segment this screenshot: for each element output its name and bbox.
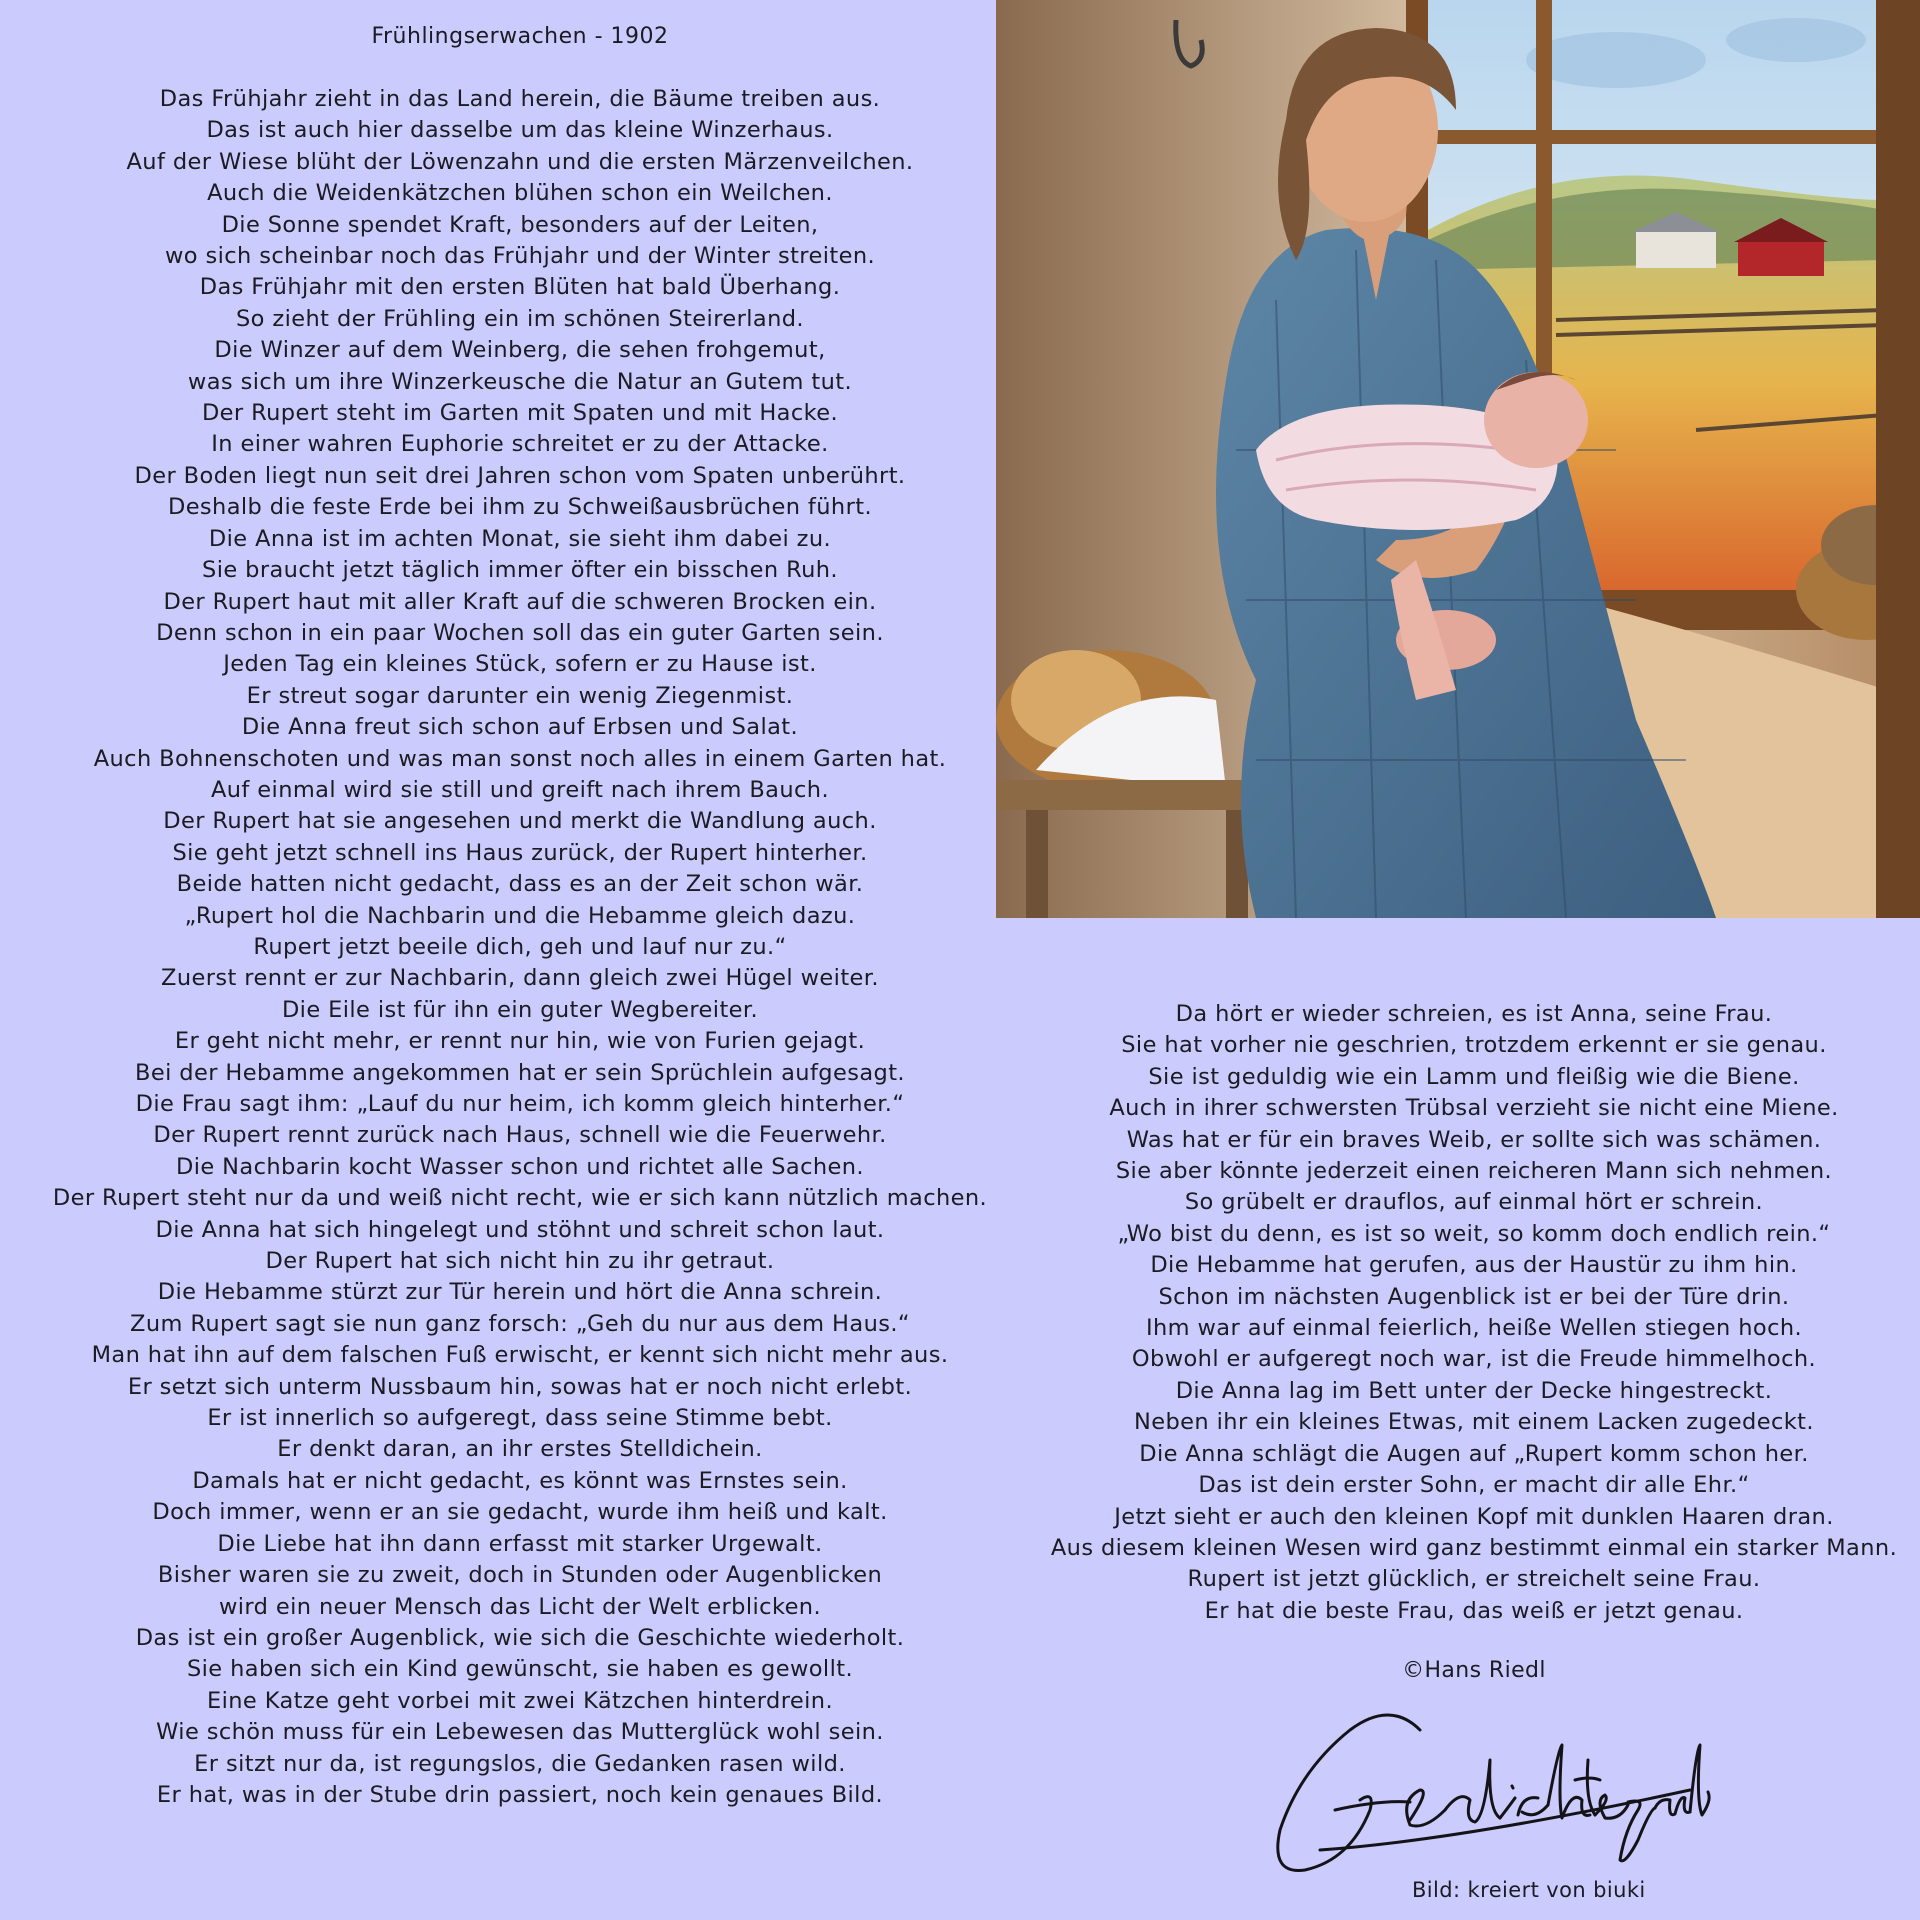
poem-left-line: Der Boden liegt nun seit drei Jahren schon vom Spaten unberührt. (134, 462, 906, 489)
poem-left-line: Sie haben sich ein Kind gewünscht, sie haben es gewollt. (186, 1656, 854, 1683)
poem-left-line: Er setzt sich unterm Nussbaum hin, sowas hat er noch nicht erlebt. (127, 1373, 913, 1400)
poem-left-line: Jeden Tag ein kleines Stück, sofern er zu Hause ist. (223, 651, 817, 678)
poem-left-line: Sie geht jetzt schnell ins Haus zurück, der Rupert hinterher. (172, 839, 868, 866)
poem-left-line: Doch immer, wenn er an sie gedacht, wurde ihm heiß und kalt. (152, 1499, 888, 1526)
poem-left-line: Die Sonne spendet Kraft, besonders auf der Leiten, (221, 211, 819, 238)
poem-right-line: Das ist dein erster Sohn, er macht dir alle Ehr.“ (1198, 1472, 1750, 1499)
poem-right-line: Die Hebamme hat gerufen, aus der Haustür zu ihm hin. (1150, 1252, 1798, 1279)
poem-left-line: Der Rupert haut mit aller Kraft auf die schweren Brocken ein. (163, 588, 877, 615)
poem-left-line: Denn schon in ein paar Wochen soll das ein guter Garten sein. (156, 619, 884, 646)
poem-left-line: Der Rupert rennt zurück nach Haus, schnell wie die Feuerwehr. (153, 1122, 887, 1149)
poem-left-line: wo sich scheinbar noch das Frühjahr und der Winter streiten. (164, 243, 876, 270)
poem-left-line: Er hat, was in der Stube drin passiert, noch kein genaues Bild. (156, 1781, 884, 1808)
poem-left-line: Das ist ein großer Augenblick, wie sich die Geschichte wiederholt. (135, 1624, 905, 1651)
poem-left-line: Die Anna ist im achten Monat, sie sieht ihm dabei zu. (208, 525, 832, 552)
poem-left-line: Die Hebamme stürzt zur Tür herein und hört die Anna schrein. (157, 1279, 883, 1306)
poem-left-line: Zuerst rennt er zur Nachbarin, dann gleich zwei Hügel weiter. (161, 965, 879, 992)
poem-left-line: Die Winzer auf dem Weinberg, die sehen frohgemut, (214, 337, 826, 364)
poem-left-line: Die Frau sagt ihm: „Lauf du nur heim, ich komm gleich hinterher.“ (135, 1091, 905, 1117)
poem-left-line: Deshalb die feste Erde bei ihm zu Schweißausbrüchen führt. (167, 494, 873, 521)
poem-left-line: wird ein neuer Mensch das Licht der Welt erblicken. (218, 1593, 822, 1620)
poem-left-line: Der Rupert steht im Garten mit Spaten und mit Hacke. (201, 400, 839, 427)
poem-right-line: Die Anna schlägt die Augen auf „Rupert komm schon her. (1139, 1440, 1809, 1467)
illustration-mother-with-baby (996, 0, 1920, 918)
poem-left-line: Die Anna hat sich hingelegt und stöhnt und schreit schon laut. (155, 1216, 885, 1243)
poem-right-line: „Wo bist du denn, es ist so weit, so komm doch endlich rein.“ (1117, 1220, 1831, 1247)
poem-right-line: Jetzt sieht er auch den kleinen Kopf mit dunklen Haaren dran. (1114, 1503, 1834, 1530)
poem-right-line: Obwohl er aufgeregt noch war, ist die Freude himmelhoch. (1131, 1346, 1817, 1373)
poem-left-line: Das Frühjahr zieht in das Land herein, die Bäume treiben aus. (159, 86, 881, 112)
signature-logo (1260, 1690, 1720, 1880)
poem-left-line: Er geht nicht mehr, er rennt nur hin, wie von Furien gejagt. (174, 1028, 866, 1055)
poem-left-column (0, 84, 1040, 1811)
poem-left-line: Auf der Wiese blüht der Löwenzahn und die ersten Märzenveilchen. (126, 148, 914, 175)
poem-left-line: Die Anna freut sich schon auf Erbsen und Salat. (241, 714, 799, 741)
poem-right-line: Er hat die beste Frau, das weiß er jetzt genau. (1204, 1597, 1744, 1624)
copyright-line: ©Hans Riedl (1402, 1658, 1546, 1683)
poem-right-line: Sie aber könnte jederzeit einen reicheren Mann sich nehmen. (1115, 1158, 1833, 1185)
poem-right-column (1018, 999, 1920, 1627)
poem-left-line: Die Eile ist für ihn ein guter Wegbereiter. (281, 996, 759, 1023)
poem-left-line: Er denkt daran, an ihr erstes Stelldichein. (277, 1436, 763, 1463)
poem-left-line: „Rupert hol die Nachbarin und die Hebamme gleich dazu. (184, 902, 856, 929)
poem-left-line: Wie schön muss für ein Lebewesen das Mutterglück wohl sein. (156, 1719, 884, 1746)
poem-right-line: Da hört er wieder schreien, es ist Anna, seine Frau. (1175, 1001, 1773, 1027)
poem-right-line: Sie ist geduldig wie ein Lamm und fleißig wie die Biene. (1148, 1063, 1800, 1090)
poem-left-line: Er sitzt nur da, ist regungslos, die Gedanken rasen wild. (194, 1750, 846, 1777)
poem-left-line: Die Nachbarin kocht Wasser schon und richtet alle Sachen. (176, 1153, 864, 1180)
poem-right-line: Ihm war auf einmal feierlich, heiße Wellen stiegen hoch. (1145, 1315, 1803, 1342)
poem-right-line: Die Anna lag im Bett unter der Decke hingestreckt. (1175, 1377, 1773, 1404)
poem-left-line: Die Liebe hat ihn dann erfasst mit starker Urgewalt. (217, 1530, 823, 1557)
poem-left-line: Das ist auch hier dasselbe um das kleine Winzerhaus. (206, 117, 834, 144)
poem-right-line: So grübelt er drauflos, auf einmal hört er schrein. (1184, 1189, 1764, 1216)
door-frame (1876, 0, 1920, 918)
poem-right-line: Rupert ist jetzt glücklich, er streichelt seine Frau. (1187, 1566, 1761, 1593)
poem-left-line: So zieht der Frühling ein im schönen Steirerland. (236, 305, 804, 332)
poem-left-line: Sie braucht jetzt täglich immer öfter ein bisschen Ruh. (202, 557, 838, 584)
image-credit: Bild: kreiert von biuki (1412, 1878, 1646, 1902)
poem-left-line: Beide hatten nicht gedacht, dass es an der Zeit schon wär. (176, 871, 864, 898)
poem-left-line: Das Frühjahr mit den ersten Blüten hat bald Überhang. (199, 274, 841, 301)
poem-left-line: Eine Katze geht vorbei mit zwei Kätzchen hinterdrein. (206, 1687, 834, 1714)
poem-left-line: Bei der Hebamme angekommen hat er sein Sprüchlein aufgesagt. (135, 1059, 905, 1086)
poem-left-line: Er streut sogar darunter ein wenig Ziegenmist. (246, 682, 794, 709)
poem-left-line: Der Rupert hat sie angesehen und merkt die Wandlung auch. (163, 808, 877, 835)
poem-left-line: In einer wahren Euphorie schreitet er zu der Attacke. (211, 431, 829, 458)
poem-right-line: Aus diesem kleinen Wesen wird ganz bestimmt einmal ein starker Mann. (1050, 1534, 1898, 1561)
poem-left-line: Rupert jetzt beeile dich, geh und lauf nur zu.“ (253, 933, 787, 960)
poem-left-line: Der Rupert hat sich nicht hin zu ihr getraut. (265, 1248, 775, 1275)
poem-left-line: Man hat ihn auf dem falschen Fuß erwischt, er kennt sich nicht mehr aus. (91, 1342, 949, 1369)
poem-left-line: Auf einmal wird sie still und greift nach ihrem Bauch. (210, 776, 829, 803)
poem-left-line: Auch Bohnenschoten und was man sonst noch alles in einem Garten hat. (93, 745, 947, 772)
poem-left-line: was sich um ihre Winzerkeusche die Natur an Gutem tut. (187, 368, 853, 395)
poem-left-line: Zum Rupert sagt sie nun ganz forsch: „Geh du nur aus dem Haus.“ (130, 1310, 910, 1337)
poem-left-line: Damals hat er nicht gedacht, es könnt was Ernstes sein. (192, 1467, 848, 1494)
poem-right-line: Sie hat vorher nie geschrien, trotzdem erkennt er sie genau. (1121, 1032, 1827, 1059)
poem-left-line: Er ist innerlich so aufgeregt, dass seine Stimme bebt. (207, 1405, 833, 1432)
poem-left-line: Bisher waren sie zu zweit, doch in Stunden oder Augenblicken (157, 1562, 883, 1589)
poem-right-line: Schon im nächsten Augenblick ist er bei der Türe drin. (1158, 1283, 1790, 1310)
poem-left-line: Auch die Weidenkätzchen blühen schon ein Weilchen. (207, 180, 833, 207)
poem-right-line: Neben ihr ein kleines Etwas, mit einem Lacken zugedeckt. (1134, 1409, 1814, 1436)
poem-right-line: Auch in ihrer schwersten Trübsal verzieht sie nicht eine Miene. (1109, 1095, 1839, 1122)
poem-right-line: Was hat er für ein braves Weib, er sollte sich was schämen. (1126, 1126, 1822, 1153)
poem-title: Frühlingserwachen - 1902 (371, 24, 669, 49)
poem-left-line: Der Rupert steht nur da und weiß nicht recht, wie er sich kann nützlich machen. (52, 1185, 988, 1212)
